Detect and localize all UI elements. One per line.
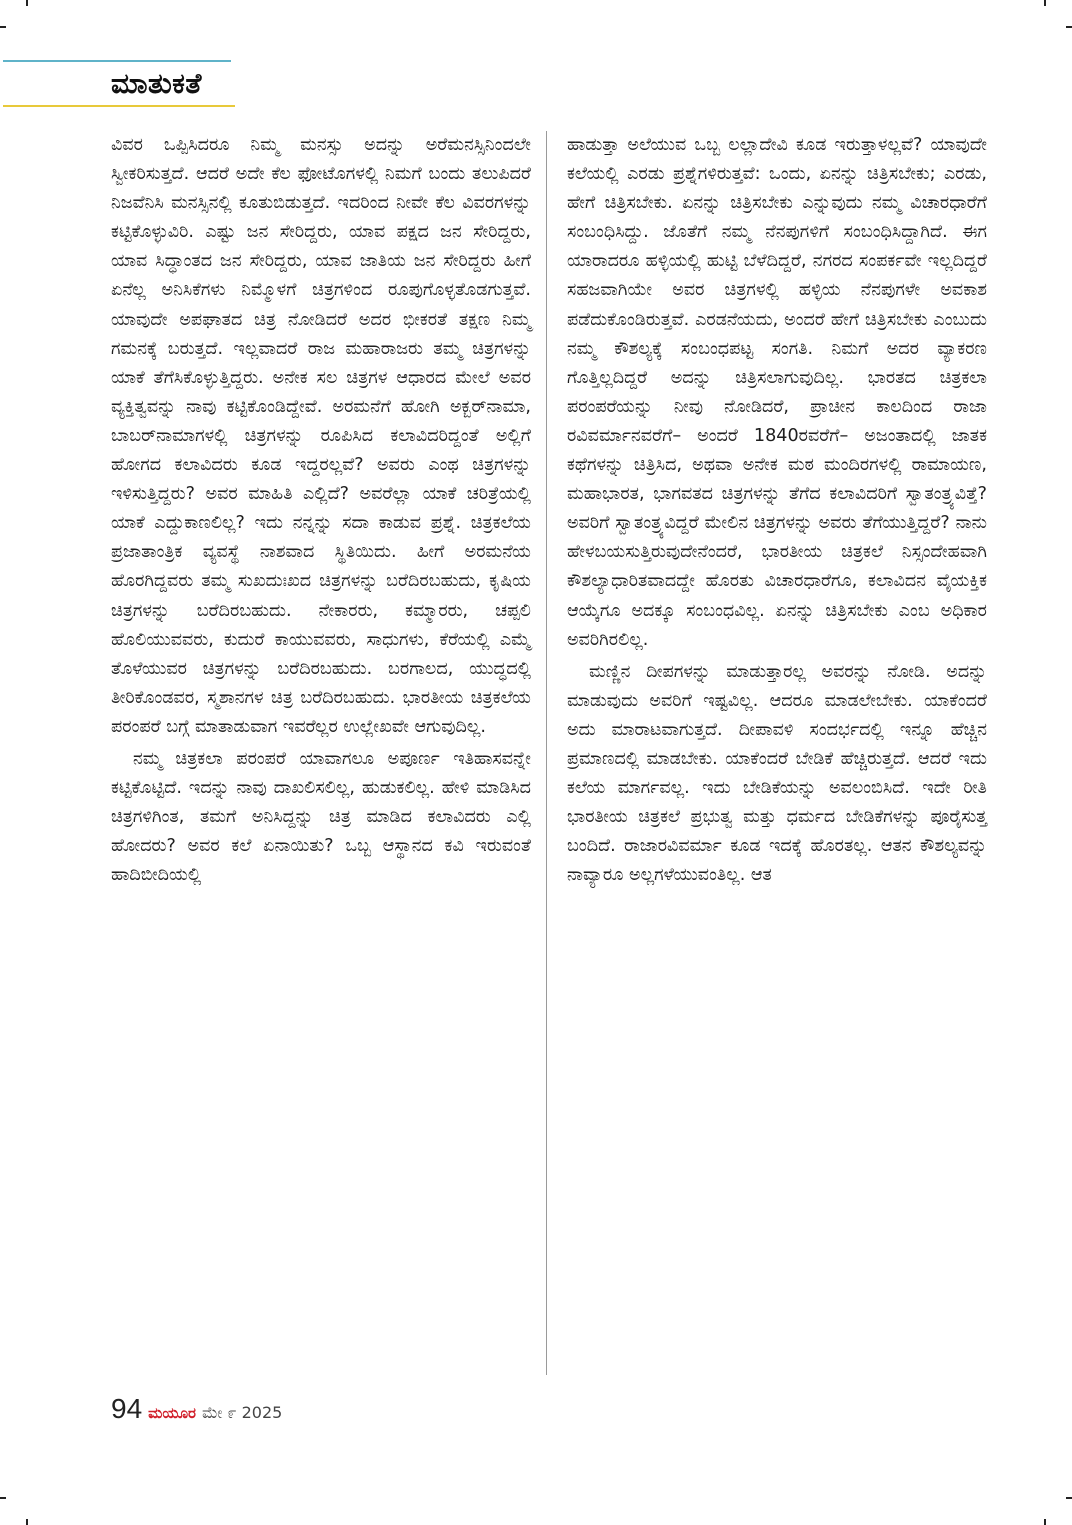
crop-mark: [0, 1497, 6, 1499]
magazine-logo: ಮಯೂರ: [148, 1404, 196, 1422]
section-rule-bottom: [3, 105, 235, 107]
crop-mark: [1066, 1497, 1072, 1499]
section-title: ಮಾತುಕತೆ: [111, 67, 202, 100]
page-footer: [111, 1393, 282, 1427]
column-divider: [546, 131, 547, 1375]
article-column-left: [111, 131, 531, 890]
section-rule-top: [3, 60, 231, 62]
page-number: 94: [111, 1393, 143, 1424]
crop-mark: [1066, 26, 1072, 28]
paragraph: ನಮ್ಮ ಚಿತ್ರಕಲಾ ಪರಂಪರೆ ಯಾವಾಗಲೂ ಅಪೂರ್ಣ ಇತಿಹಾಸವನ್ನೇ ಕಟ್ಟಿಕೊಟ್ಟಿದೆ. ಇದನ್ನು ನಾವು ದಾಖಲಿಸಲಿಲ್ಲ, ಹುಡುಕಲಿಲ್ಲ. ಹೇಳಿ ಮಾಡಿಸಿದ ಚಿತ್ರಗಳಿಗಿಂತ, ತಮಗೆ ಅನಿಸಿದ್ದನ್ನು ಚಿತ್ರ ಮಾಡಿದ ಕಲಾವಿದರು ಎಲ್ಲಿ ಹೋದರು? ಅವರ ಕಲೆ ಏನಾಯಿತು? ಒಬ್ಬ ಆಸ್ಥಾನದ ಕವಿ ಇರುವಂತೆ ಹಾದಿಬೀದಿಯಲ್ಲಿ: [111, 748, 531, 886]
crop-mark: [1044, 1519, 1046, 1525]
paragraph: ಹಾಡುತ್ತಾ ಅಲೆಯುವ ಒಬ್ಬ ಲಲ್ಲಾದೇವಿ ಕೂಡ ಇರುತ್ತಾಳಲ್ಲವೆ? ಯಾವುದೇ ಕಲೆಯಲ್ಲಿ ಎರಡು ಪ್ರಶ್ನೆಗಳಿರುತ್ತವೆ: ಒಂದು, ಏನನ್ನು ಚಿತ್ರಿಸಬೇಕು; ಎರಡು, ಹೇಗೆ ಚಿತ್ರಿಸಬೇಕು. ಏನನ್ನು ಚಿತ್ರಿಸಬೇಕು ಎನ್ನುವುದು ನಮ್ಮ ವಿಚಾರಧಾರೆಗೆ ಸಂಬಂಧಿಸಿದ್ದು. ಜೊತೆಗೆ ನಮ್ಮ ನೆನಪುಗಳಿಗೆ ಸಂಬಂಧಿಸಿದ್ದಾಗಿದೆ. ಈಗ ಯಾರಾದರೂ ಹಳ್ಳಿಯಲ್ಲಿ ಹುಟ್ಟಿ ಬೆಳೆದಿದ್ದರೆ, ನಗರದ ಸಂಪರ್ಕವೇ ಇಲ್ಲದಿದ್ದರೆ ಸಹಜವಾಗಿಯೇ ಅವರ ಚಿತ್ರಗಳಲ್ಲಿ ಹಳ್ಳಿಯ ನೆನಪುಗಳೇ ಅವಕಾಶ ಪಡೆದುಕೊಂಡಿರುತ್ತವೆ. ಎರಡನೆಯದು, ಅಂದರೆ ಹೇಗೆ ಚಿತ್ರಿಸಬೇಕು ಎಂಬುದು ನಮ್ಮ ಕೌಶಲ್ಯಕ್ಕೆ ಸಂಬಂಧಪಟ್ಟ ಸಂಗತಿ. ನಿಮಗೆ ಅದರ ವ್ಯಾಕರಣ ಗೊತ್ತಿಲ್ಲದಿದ್ದರೆ ಅದನ್ನು ಚಿತ್ರಿಸಲಾಗುವುದಿಲ್ಲ. ಭಾರತದ ಚಿತ್ರಕಲಾ ಪರಂಪರೆಯನ್ನು ನೀವು ನೋಡಿದರೆ, ಪ್ರಾಚೀನ ಕಾಲದಿಂದ ರಾಜಾ ರವಿವರ್ಮಾನವರೆಗೆ– ಅಂದರೆ 1840ರವರೆಗೆ– ಅಜಂತಾದಲ್ಲಿ ಜಾತಕ ಕಥೆಗಳನ್ನು ಚಿತ್ರಿಸಿದ, ಅಥವಾ ಅನೇಕ ಮಠ ಮಂದಿರಗಳಲ್ಲಿ ರಾಮಾಯಣ, ಮಹಾಭಾರತ, ಭಾಗವತದ ಚಿತ್ರಗಳನ್ನು ತೆಗೆದ ಕಲಾವಿದರಿಗೆ ಸ್ವಾತಂತ್ರ್ಯವಿತ್ತೆ? ಅವರಿಗೆ ಸ್ವಾತಂತ್ರ್ಯವಿದ್ದರೆ ಮೇಲಿನ ಚಿತ್ರಗಳನ್ನು ಅವರು ತೆಗೆಯುತ್ತಿದ್ದರೆ? ನಾನು ಹೇಳಬಯಸುತ್ತಿರುವುದೇನೆಂದರೆ, ಭಾರತೀಯ ಚಿತ್ರಕಲೆ ನಿಸ್ಸಂದೇಹವಾಗಿ ಕೌಶಲ್ಯಾಧಾರಿತವಾದದ್ದೇ ಹೊರತು ವಿಚಾರಧಾರೆಗೂ, ಕಲಾವಿದನ ವೈಯಕ್ತಿಕ ಆಯ್ಕೆಗೂ ಅದಕ್ಕೂ ಸಂಬಂಧವಿಲ್ಲ. ಏನನ್ನು ಚಿತ್ರಿಸಬೇಕು ಎಂಬ ಅಧಿಕಾರ ಅವರಿಗಿರಲಿಲ್ಲ.: [567, 135, 987, 650]
issue-date: ಮೇ ೯ 2025: [202, 1403, 283, 1422]
article-column-right: [567, 131, 987, 890]
crop-mark: [26, 0, 28, 6]
paragraph: ವಿವರ ಒಪ್ಪಿಸಿದರೂ ನಿಮ್ಮ ಮನಸ್ಸು ಅದನ್ನು ಅರೆಮನಸ್ಸಿನಿಂದಲೇ ಸ್ವೀಕರಿಸುತ್ತದೆ. ಆದರೆ ಅದೇ ಕೆಲ ಫೋಟೊಗಳಲ್ಲಿ ನಿಮಗೆ ಬಂದು ತಲುಪಿದರೆ ನಿಜವೆನಿಸಿ ಮನಸ್ಸಿನಲ್ಲಿ ಕೂತುಬಿಡುತ್ತದೆ. ಇದರಿಂದ ನೀವೇ ಕೆಲ ವಿವರಗಳನ್ನು ಕಟ್ಟಿಕೊಳ್ಳುವಿರಿ. ಎಷ್ಟು ಜನ ಸೇರಿದ್ದರು, ಯಾವ ಪಕ್ಷದ ಜನ ಸೇರಿದ್ದರು, ಯಾವ ಸಿದ್ಧಾಂತದ ಜನ ಸೇರಿದ್ದರು, ಯಾವ ಜಾತಿಯ ಜನ ಸೇರಿದ್ದರು ಹೀಗೆ ಏನೆಲ್ಲ ಅನಿಸಿಕೆಗಳು ನಿಮ್ಮೊಳಗೆ ಚಿತ್ರಗಳಿಂದ ರೂಪುಗೊಳ್ಳತೊಡಗುತ್ತವೆ. ಯಾವುದೇ ಅಪಘಾತದ ಚಿತ್ರ ನೋಡಿದರೆ ಅದರ ಭೀಕರತೆ ತಕ್ಷಣ ನಿಮ್ಮ ಗಮನಕ್ಕೆ ಬರುತ್ತದೆ. ಇಲ್ಲವಾದರೆ ರಾಜ ಮಹಾರಾಜರು ತಮ್ಮ ಚಿತ್ರಗಳನ್ನು ಯಾಕೆ ತೆಗೆಸಿಕೊಳ್ಳುತ್ತಿದ್ದರು. ಅನೇಕ ಸಲ ಚಿತ್ರಗಳ ಆಧಾರದ ಮೇಲೆ ಅವರ ವ್ಯಕ್ತಿತ್ವವನ್ನು ನಾವು ಕಟ್ಟಿಕೊಂಡಿದ್ದೇವೆ. ಅರಮನೆಗೆ ಹೋಗಿ ಅಕ್ಬರ್‌ನಾಮಾ, ಬಾಬರ್‌ನಾಮಾಗಳಲ್ಲಿ ಚಿತ್ರಗಳನ್ನು ರೂಪಿಸಿದ ಕಲಾವಿದರಿದ್ದಂತೆ ಅಲ್ಲಿಗೆ ಹೋಗದ ಕಲಾವಿದರು ಕೂಡ ಇದ್ದರಲ್ಲವೆ? ಅವರು ಎಂಥ ಚಿತ್ರಗಳನ್ನು ಇಳಿಸುತ್ತಿದ್ದರು? ಅವರ ಮಾಹಿತಿ ಎಲ್ಲಿದೆ? ಅವರೆಲ್ಲಾ ಯಾಕೆ ಚರಿತ್ರೆಯಲ್ಲಿ ಯಾಕೆ ಎದ್ದುಕಾಣಲಿಲ್ಲ? ಇದು ನನ್ನನ್ನು ಸದಾ ಕಾಡುವ ಪ್ರಶ್ನೆ. ಚಿತ್ರಕಲೆಯ ಪ್ರಜಾತಾಂತ್ರಿಕ ವ್ಯವಸ್ಥೆ ನಾಶವಾದ ಸ್ಥಿತಿಯಿದು. ಹೀಗೆ ಅರಮನೆಯ ಹೊರಗಿದ್ದವರು ತಮ್ಮ ಸುಖದುಃಖದ ಚಿತ್ರಗಳನ್ನು ಬರೆದಿರಬಹುದು, ಕೃಷಿಯ ಚಿತ್ರಗಳನ್ನು ಬರೆದಿರಬಹುದು. ನೇಕಾರರು, ಕಮ್ಮಾರರು, ಚಪ್ಪಲಿ ಹೊಲಿಯುವವರು, ಕುದುರೆ ಕಾಯುವವರು, ಸಾಧುಗಳು, ಕೆರೆಯಲ್ಲಿ ಎಮ್ಮೆ ತೊಳೆಯುವರ ಚಿತ್ರಗಳನ್ನು ಬರೆದಿರಬಹುದು. ಬರಗಾಲದ, ಯುದ್ಧದಲ್ಲಿ ತೀರಿಕೊಂಡವರ, ಸ್ಮಶಾನಗಳ ಚಿತ್ರ ಬರೆದಿರಬಹುದು. ಭಾರತೀಯ ಚಿತ್ರಕಲೆಯ ಪರಂಪರೆ ಬಗ್ಗೆ ಮಾತಾಡುವಾಗ ಇವರೆಲ್ಲರ ಉಲ್ಲೇಖವೇ ಆಗುವುದಿಲ್ಲ.: [111, 135, 531, 737]
crop-mark: [26, 1519, 28, 1525]
paragraph: ಮಣ್ಣಿನ ದೀಪಗಳನ್ನು ಮಾಡುತ್ತಾರಲ್ಲ ಅವರನ್ನು ನೋಡಿ. ಅದನ್ನು ಮಾಡುವುದು ಅವರಿಗೆ ಇಷ್ಟವಿಲ್ಲ. ಆದರೂ ಮಾಡಲೇಬೇಕು. ಯಾಕೆಂದರೆ ಅದು ಮಾರಾಟವಾಗುತ್ತದೆ. ದೀಪಾವಳಿ ಸಂದರ್ಭದಲ್ಲಿ ಇನ್ನೂ ಹೆಚ್ಚಿನ ಪ್ರಮಾಣದಲ್ಲಿ ಮಾಡಬೇಕು. ಯಾಕೆಂದರೆ ಬೇಡಿಕೆ ಹೆಚ್ಚಿರುತ್ತದೆ. ಆದರೆ ಇದು ಕಲೆಯ ಮಾರ್ಗವಲ್ಲ. ಇದು ಬೇಡಿಕೆಯನ್ನು ಅವಲಂಬಿಸಿದೆ. ಇದೇ ರೀತಿ ಭಾರತೀಯ ಚಿತ್ರಕಲೆ ಪ್ರಭುತ್ವ ಮತ್ತು ಧರ್ಮದ ಬೇಡಿಕೆಗಳನ್ನು ಪೂರೈಸುತ್ತ ಬಂದಿದೆ. ರಾಜಾರವಿವರ್ಮಾ ಕೂಡ ಇದಕ್ಕೆ ಹೊರತಲ್ಲ. ಆತನ ಕೌಶಲ್ಯವನ್ನು ನಾವ್ಯಾರೂ ಅಲ್ಲಗಳೆಯುವಂತಿಲ್ಲ. ಆತ: [567, 661, 987, 886]
crop-mark: [0, 26, 6, 28]
crop-mark: [1044, 0, 1046, 6]
